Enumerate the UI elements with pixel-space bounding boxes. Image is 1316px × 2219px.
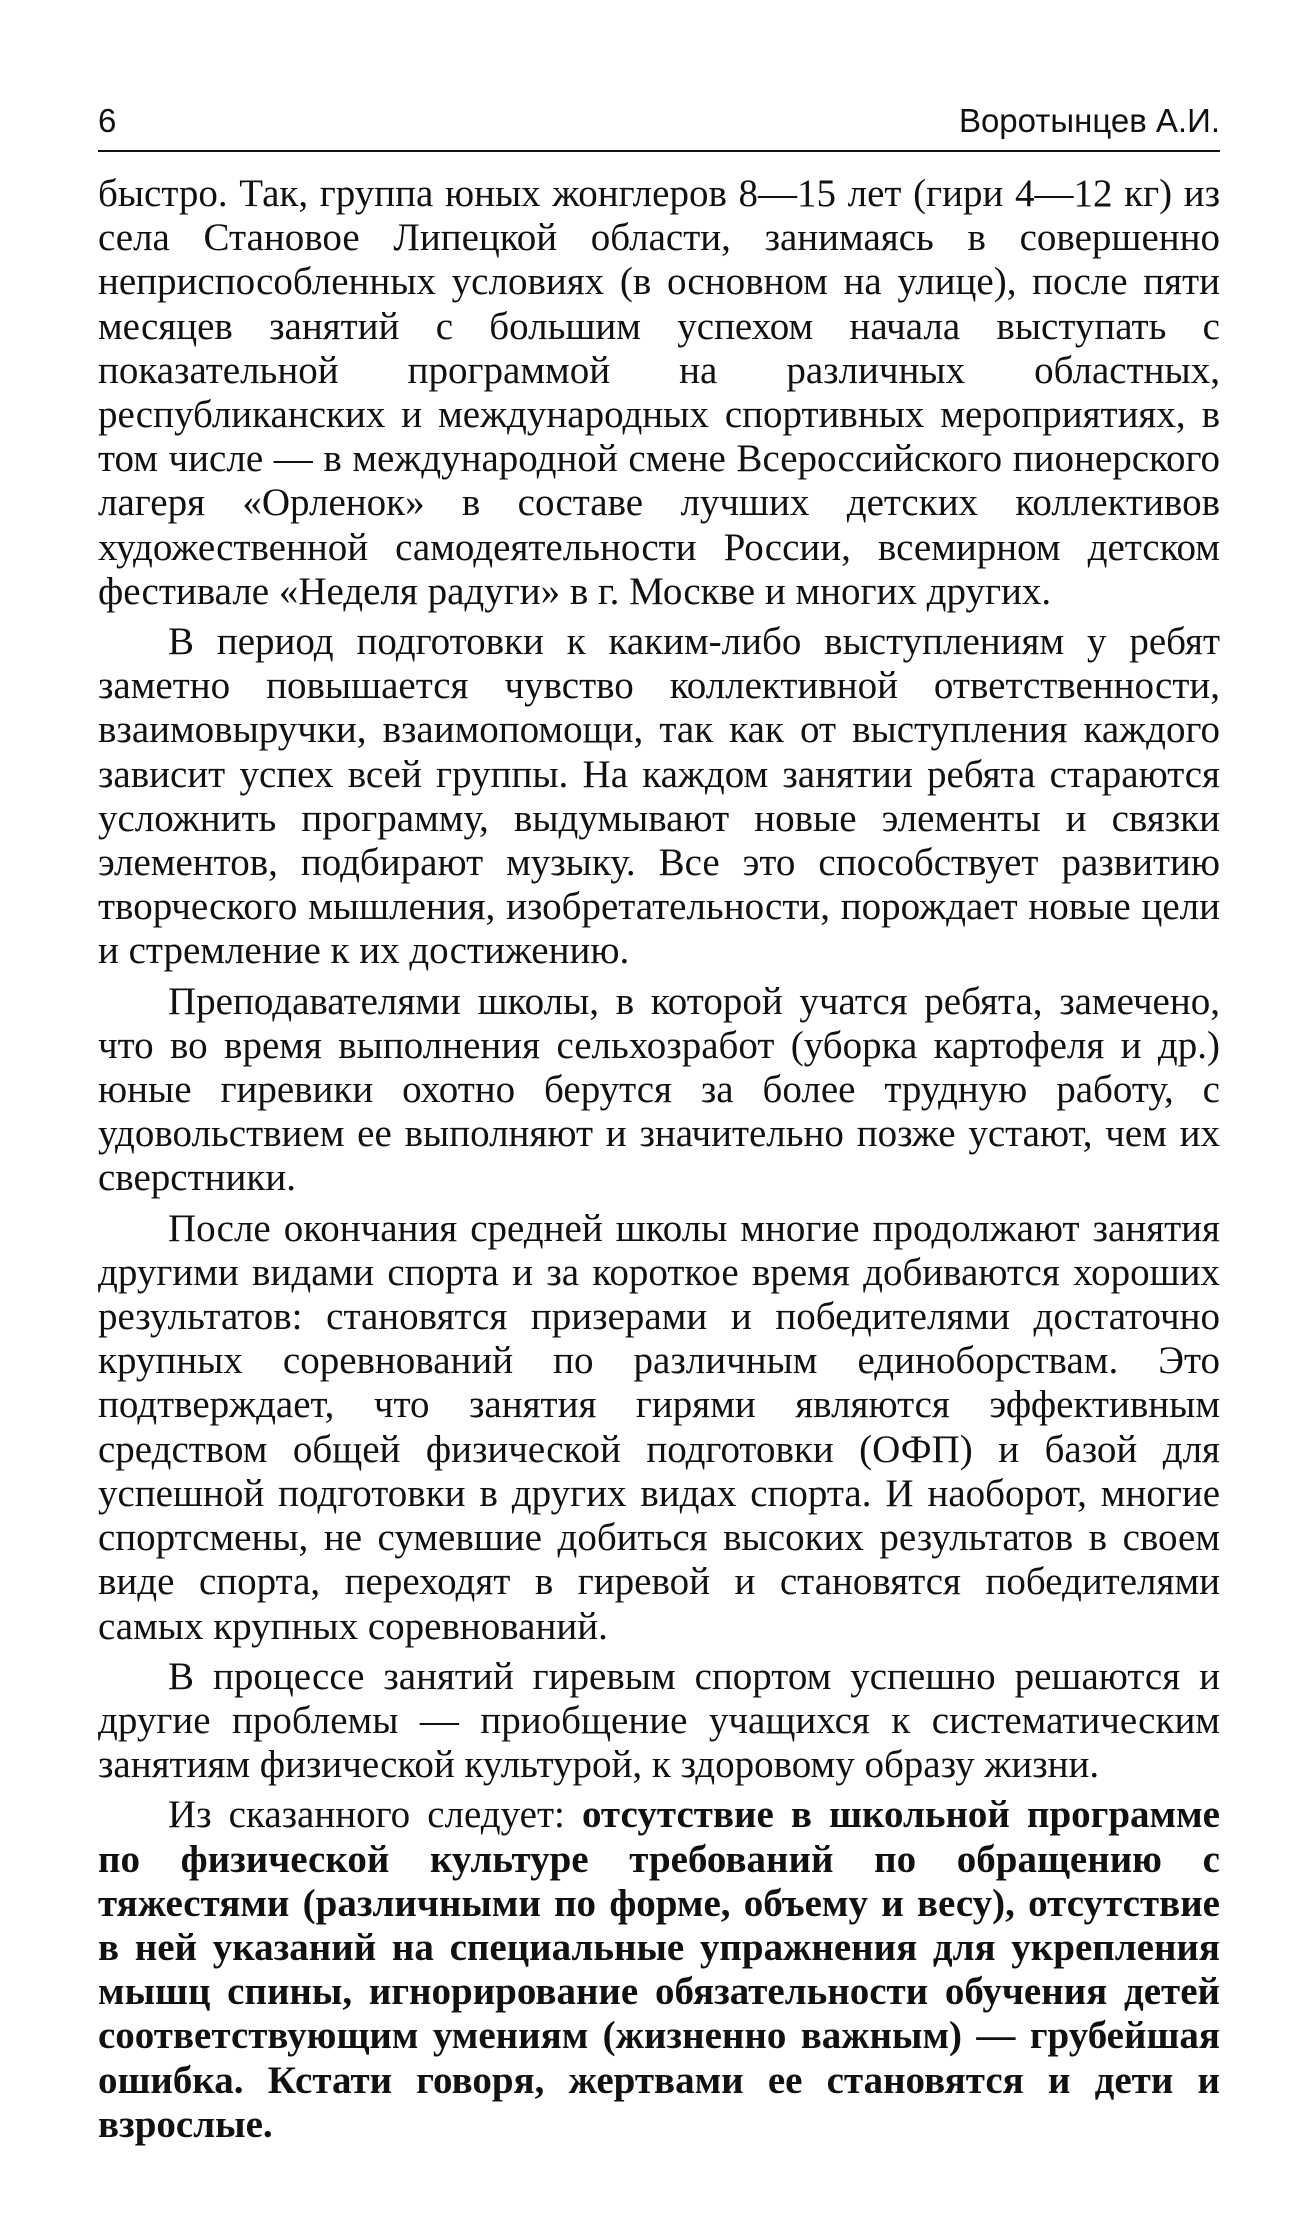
paragraph: После окончания средней школы многие продолжают занятия другими видами спорта и за короткое время добиваются хороших результатов: становятся призерами и победителями достаточно крупных соревнований по различным единоборствам. Это подтверждает, что занятия гирями являются эффективным средством общей физической подготовки (ОФП) и базой для успешной подготовки в других видах спорта. И наоборот, многие спортсмены, не сумевшие добиться высоких результатов в своем виде спорта, переходят в гиревой и становятся победителями самых крупных соревнований. bbox=[98, 1206, 1220, 1648]
page-number: 6 bbox=[98, 102, 117, 139]
body-text bbox=[98, 172, 1220, 2147]
paragraph: Преподавателями школы, в которой учатся ребята, замечено, что во время выполнения сельхозработ (уборка картофеля и др.) юные гиревики охотно берутся за более трудную работу, с удовольствием ее выполняют и значительно позже устают, чем их сверстники. bbox=[98, 979, 1220, 1200]
running-title: Воротынцев А.И. bbox=[958, 102, 1220, 139]
conclusion-intro: Из сказанного следует: bbox=[168, 1793, 582, 1837]
running-header bbox=[98, 98, 1220, 152]
conclusion-paragraph bbox=[98, 1793, 1220, 2147]
conclusion-emphasis: отсутствие в школьной программе по физической культуре требований по обращению с тяжестями (различными по форме, объему и весу), отсутствие в ней указаний на специальные упражнения для укрепления мышц спины, игнорирование обязательности обучения детей соответствующим умениям (жизненно важным) — грубейшая ошибка. Кстати говоря, жертвами ее становятся и дети и взрослые. bbox=[98, 1793, 1220, 2146]
paragraph: В процессе занятий гиревым спортом успешно решаются и другие проблемы — приобщение учащихся к систематическим занятиям физической культурой, к здоровому образу жизни. bbox=[98, 1654, 1220, 1787]
paragraph: В период подготовки к каким-либо выступлениям у ребят заметно повышается чувство коллективной ответственности, взаимовыручки, взаимопомощи, так как от выступления каждого зависит успех всей группы. На каждом занятии ребята стараются усложнить программу, выдумывают новые элементы и связки элементов, подбирают музыку. Все это способствует развитию творческого мышления, изобретательности, порождает новые цели и стремление к их достижению. bbox=[98, 620, 1220, 973]
paragraph: быстро. Так, группа юных жонглеров 8—15 лет (гири 4—12 кг) из села Становое Липецкой области, занимаясь в совершенно неприспособленных условиях (в основном на улице), после пяти месяцев занятий с большим успехом начала выступать с показательной программой на различных областных, республиканских и международных спортивных мероприятиях, в том числе — в международной смене Всероссийского пионерского лагеря «Орленок» в составе лучших детских коллективов художественной самодеятельности России, всемирном детском фестивале «Неделя радуги» в г. Москве и многих других. bbox=[98, 172, 1220, 613]
